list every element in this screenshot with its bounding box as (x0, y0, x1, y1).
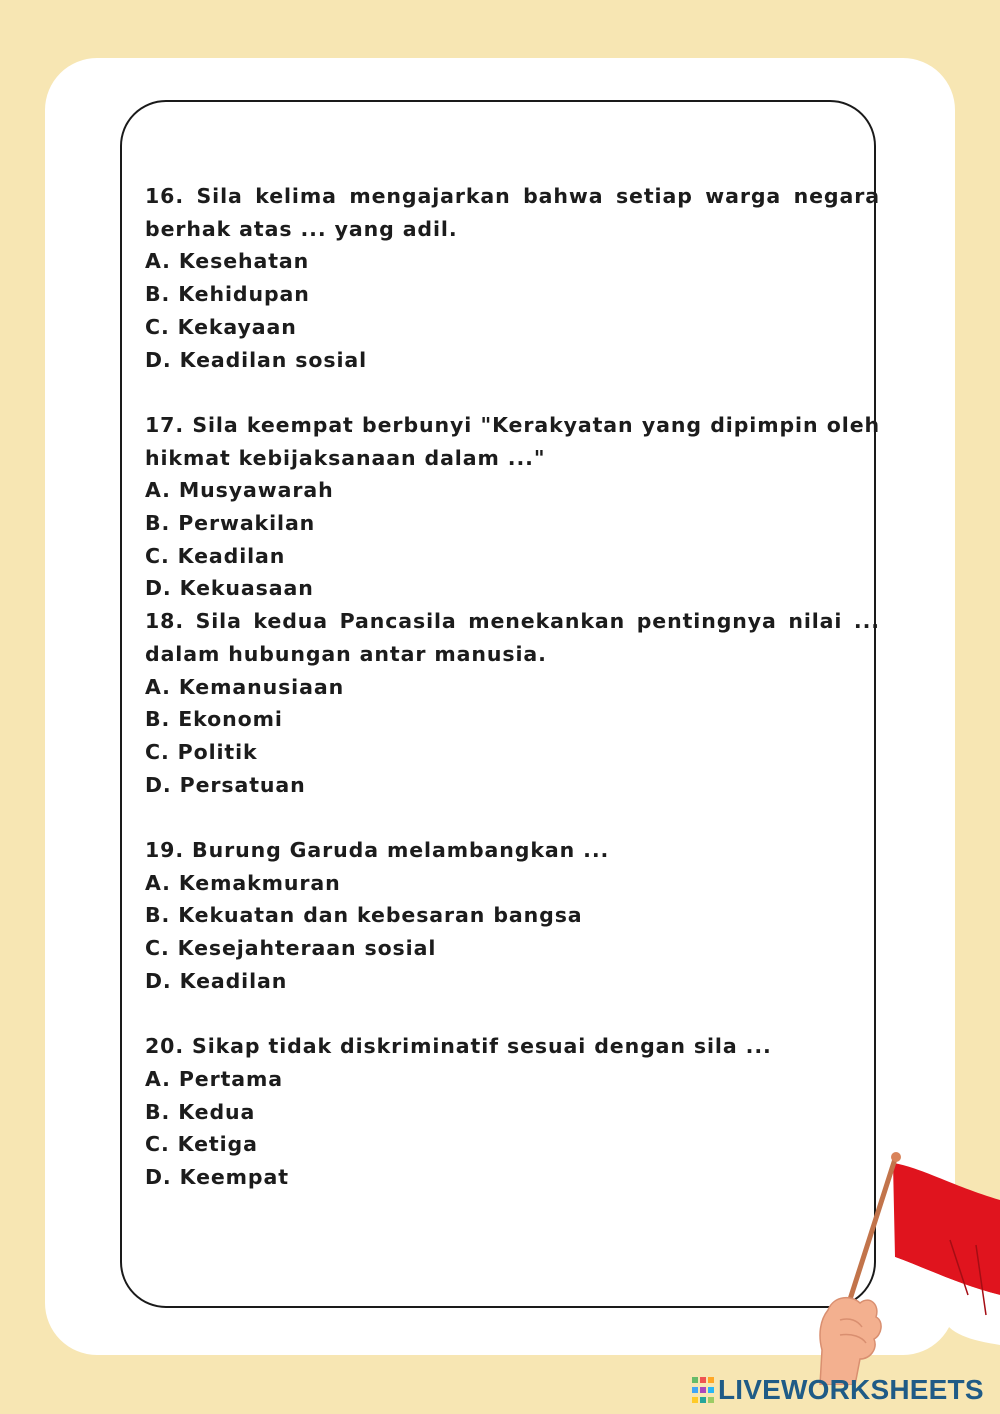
question-stem: 18. Sila kedua Pancasila menekankan pentingnya nilai ... dalam hubungan antar manusia. (145, 609, 880, 666)
answer-option-a[interactable]: A. Pertama (145, 1066, 284, 1091)
answer-option-d[interactable]: D. Keadilan sosial (145, 347, 368, 372)
question-stem: 17. Sila keempat berbunyi "Kerakyatan yang dipimpin oleh hikmat kebijaksanaan dalam ..." (145, 412, 880, 470)
question-stem: 20. Sikap tidak diskriminatif sesuai dengan sila ... (145, 1034, 772, 1059)
liveworksheets-logo-text: LIVEWORKSHEETS (718, 1374, 984, 1405)
answer-option-c[interactable]: C. Keadilan (145, 543, 286, 568)
question-17 (145, 409, 880, 605)
answer-option-d[interactable]: D. Keadilan (145, 968, 288, 993)
question-18 (145, 605, 880, 801)
liveworksheets-logo-icon (692, 1377, 714, 1403)
flag-pole-tip (891, 1152, 901, 1162)
answer-option-b[interactable]: B. Perwakilan (145, 511, 316, 536)
answer-option-a[interactable]: A. Musyawarah (145, 478, 334, 503)
question-19 (145, 834, 880, 998)
answer-option-b[interactable]: B. Kedua (145, 1099, 256, 1124)
answer-option-a[interactable]: A. Kemakmuran (145, 870, 341, 895)
question-16 (145, 180, 880, 376)
liveworksheets-logo (692, 1372, 984, 1408)
question-list (145, 180, 880, 1226)
answer-option-a[interactable]: A. Kesehatan (145, 249, 310, 274)
answer-option-c[interactable]: C. Kesejahteraan sosial (145, 936, 437, 961)
answer-option-c[interactable]: C. Politik (145, 739, 258, 764)
answer-option-d[interactable]: D. Keempat (145, 1165, 289, 1190)
answer-option-c[interactable]: C. Ketiga (145, 1132, 258, 1157)
answer-option-b[interactable]: B. Kekuatan dan kebesaran bangsa (145, 903, 583, 928)
question-stem: 16. Sila kelima mengajarkan bahwa setiap warga negara berhak atas ... yang adil. (145, 184, 880, 241)
hand-flag-illustration (800, 1145, 1000, 1385)
answer-option-d[interactable]: D. Persatuan (145, 772, 306, 797)
question-stem: 19. Burung Garuda melambangkan ... (145, 838, 610, 863)
answer-option-d[interactable]: D. Kekuasaan (145, 576, 314, 601)
question-20 (145, 1030, 880, 1194)
answer-option-c[interactable]: C. Kekayaan (145, 314, 297, 339)
flag-pole (845, 1159, 895, 1315)
answer-option-b[interactable]: B. Kehidupan (145, 282, 310, 307)
answer-option-a[interactable]: A. Kemanusiaan (145, 674, 345, 699)
answer-option-b[interactable]: B. Ekonomi (145, 707, 283, 732)
